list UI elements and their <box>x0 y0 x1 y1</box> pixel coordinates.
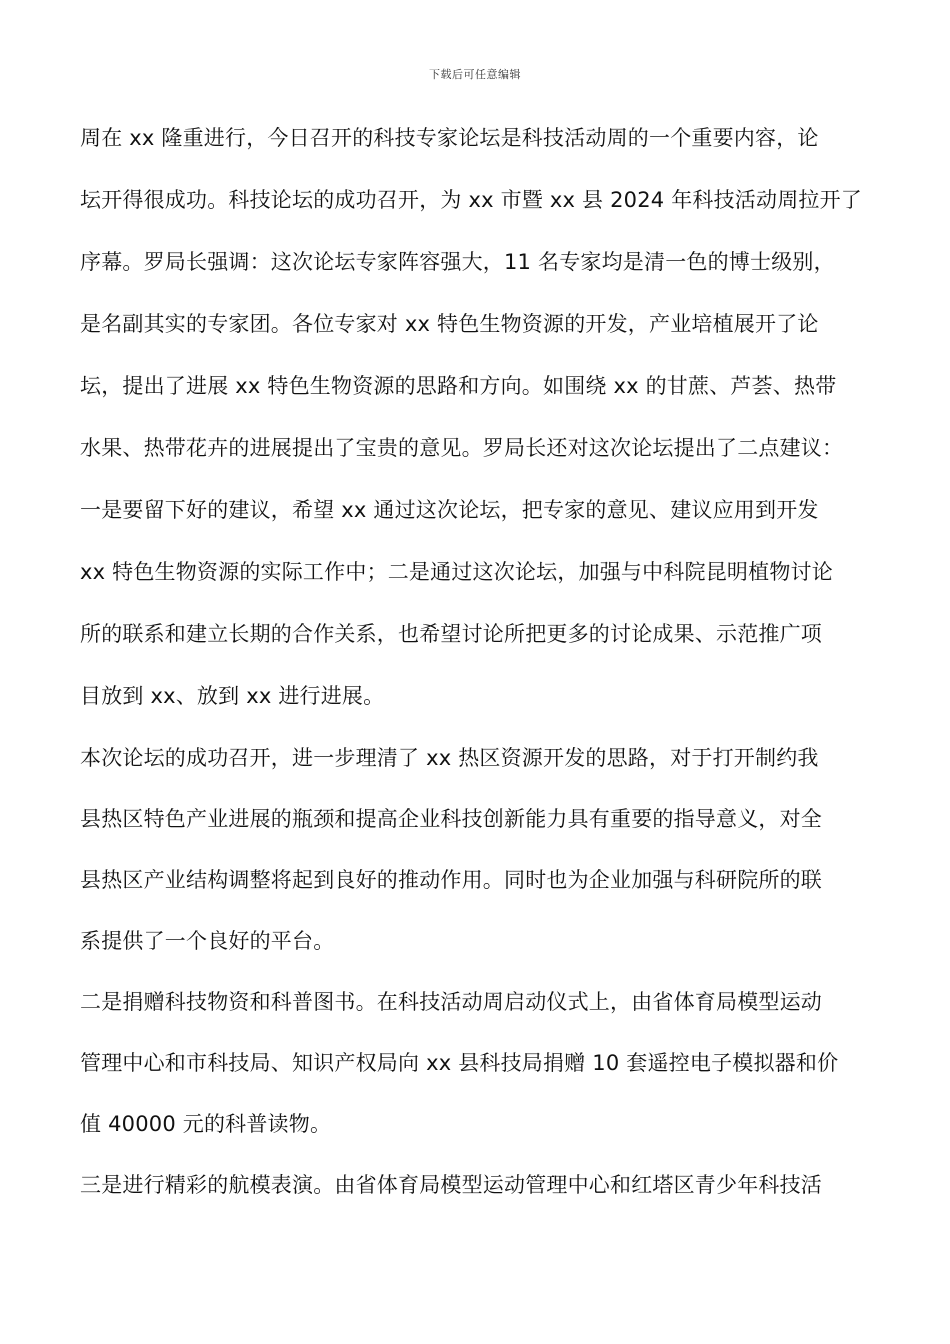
text-line: 水果、热带花卉的进展提出了宝贵的意见。罗局长还对这次论坛提出了二点建议： <box>80 436 844 460</box>
text-line: 序幕。罗局长强调：这次论坛专家阵容强大，11 名专家均是清一色的博士级别， <box>80 250 835 274</box>
text-line: 目放到 xx、放到 xx 进行进展。 <box>80 684 385 708</box>
text-line: 所的联系和建立长期的合作关系，也希望讨论所把更多的讨论成果、示范推广项 <box>80 622 822 646</box>
text-line: xx 特色生物资源的实际工作中；二是通过这次论坛，加强与中科院昆明植物讨论 <box>80 560 833 584</box>
text-line: 值 40000 元的科普读物。 <box>80 1112 332 1136</box>
text-line: 坛开得很成功。科技论坛的成功召开，为 xx 市暨 xx 县 2024 年科技活动周拉开了 <box>80 188 863 212</box>
text-line: 管理中心和市科技局、知识产权局向 xx 县科技局捐赠 10 套遥控电子模拟器和价 <box>80 1051 839 1075</box>
text-line: 系提供了一个良好的平台。 <box>80 929 335 953</box>
document-body <box>80 118 880 1226</box>
text-line: 周在 xx 隆重进行，今日召开的科技专家论坛是科技活动周的一个重要内容，论 <box>80 126 819 150</box>
text-line: 县热区产业结构调整将起到良好的推动作用。同时也为企业加强与科研院所的联 <box>80 868 822 892</box>
text-line: 二是捐赠科技物资和科普图书。在科技活动周启动仪式上，由省体育局模型运动 <box>80 990 822 1014</box>
text-line: 县热区特色产业进展的瓶颈和提高企业科技创新能力具有重要的指导意义，对全 <box>80 807 822 831</box>
text-line: 是名副其实的专家团。各位专家对 xx 特色生物资源的开发，产业培植展开了论 <box>80 312 819 336</box>
text-line: 三是进行精彩的航模表演。由省体育局模型运动管理中心和红塔区青少年科技活 <box>80 1173 822 1197</box>
page-header: 下载后可任意编辑 <box>429 68 521 81</box>
text-line: 一是要留下好的建议，希望 xx 通过这次论坛，把专家的意见、建议应用到开发 <box>80 498 819 522</box>
text-line: 坛，提出了进展 xx 特色生物资源的思路和方向。如围绕 xx 的甘蔗、芦荟、热带 <box>80 374 837 398</box>
text-line: 本次论坛的成功召开，进一步理清了 xx 热区资源开发的思路，对于打开制约我 <box>80 746 819 770</box>
